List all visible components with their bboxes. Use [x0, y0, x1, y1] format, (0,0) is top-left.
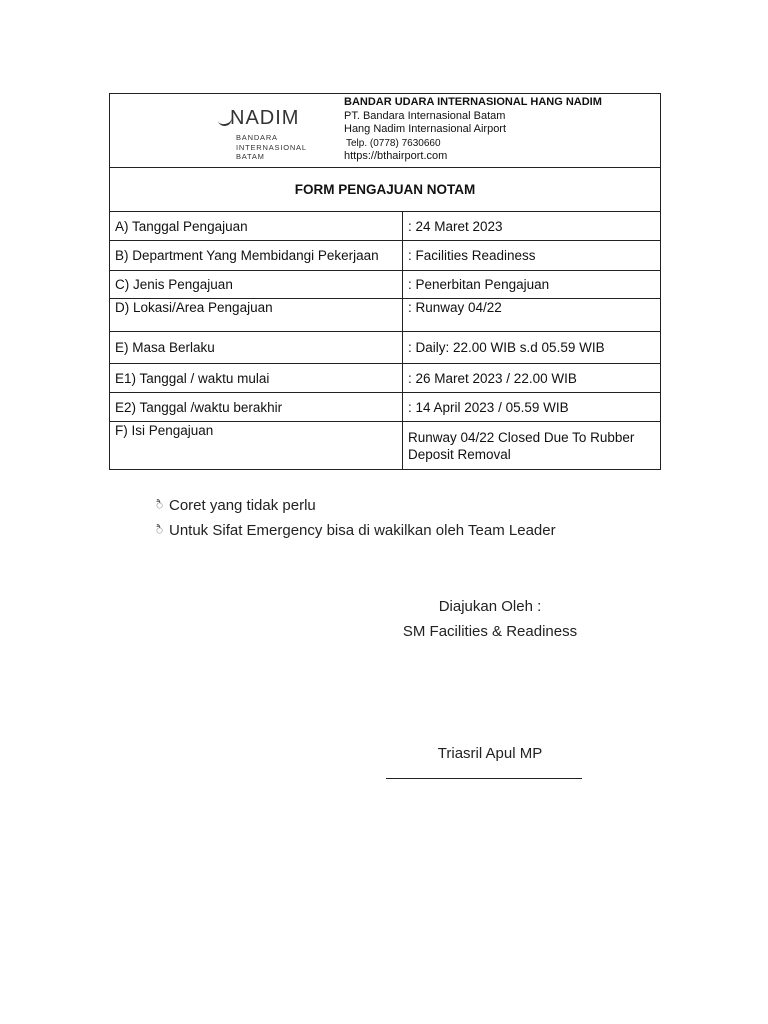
form-notes: [156, 493, 556, 543]
row-value: : 14 April 2023 / 05.59 WIB: [403, 393, 661, 422]
row-label: E1) Tanggal / waktu mulai: [110, 364, 403, 393]
row-label: E) Masa Berlaku: [110, 332, 403, 364]
website-url: https://bthairport.com: [344, 150, 448, 162]
row-value: : 26 Maret 2023 / 22.00 WIB: [403, 364, 661, 393]
phone-number: Telp. (0778) 7630660: [346, 137, 441, 149]
note-item: ै Coret yang tidak perlu: [156, 493, 556, 518]
signer-name: Triasril Apul MP: [437, 745, 543, 762]
row-value: : Daily: 22.00 WIB s.d 05.59 WIB: [403, 332, 661, 364]
submitted-by-label: Diajukan Oleh :: [438, 598, 542, 615]
form-title: FORM PENGAJUAN NOTAM: [110, 168, 661, 212]
letterhead-address: [344, 96, 602, 164]
notam-form-table: [109, 93, 661, 470]
row-label: D) Lokasi/Area Pengajuan: [110, 299, 403, 332]
letterhead: [110, 94, 661, 168]
row-value: Runway 04/22 Closed Due To Rubber Deposit Removal: [403, 422, 661, 470]
logo-subtitle: BANDARA INTERNASIONAL BATAM: [236, 133, 307, 161]
logo-wordmark: NADIM: [230, 107, 300, 129]
bullet-icon: ै: [156, 498, 164, 512]
row-label: F) Isi Pengajuan: [110, 422, 403, 470]
note-item: ै Untuk Sifat Emergency bisa di wakilkan oleh Team Leader: [156, 518, 556, 543]
row-label: C) Jenis Pengajuan: [110, 271, 403, 299]
row-label: E2) Tanggal /waktu berakhir: [110, 393, 403, 422]
row-label: A) Tanggal Pengajuan: [110, 212, 403, 241]
row-value: : 24 Maret 2023: [403, 212, 661, 241]
row-value: : Penerbitan Pengajuan: [403, 271, 661, 299]
row-value: : Runway 04/22: [403, 299, 661, 332]
bullet-icon: ै: [156, 523, 164, 537]
row-label: B) Department Yang Membidangi Pekerjaan: [110, 241, 403, 271]
company-name: PT. Bandara Internasional Batam: [344, 109, 506, 122]
signer-role: SM Facilities & Readiness: [402, 623, 578, 640]
signature-line: [386, 778, 582, 779]
airport-english-name: Hang Nadim Internasional Airport: [344, 123, 507, 135]
airport-name: BANDAR UDARA INTERNASIONAL HANG NADIM: [344, 96, 602, 108]
nadim-logo: [218, 108, 328, 164]
row-value: : Facilities Readiness: [403, 241, 661, 271]
